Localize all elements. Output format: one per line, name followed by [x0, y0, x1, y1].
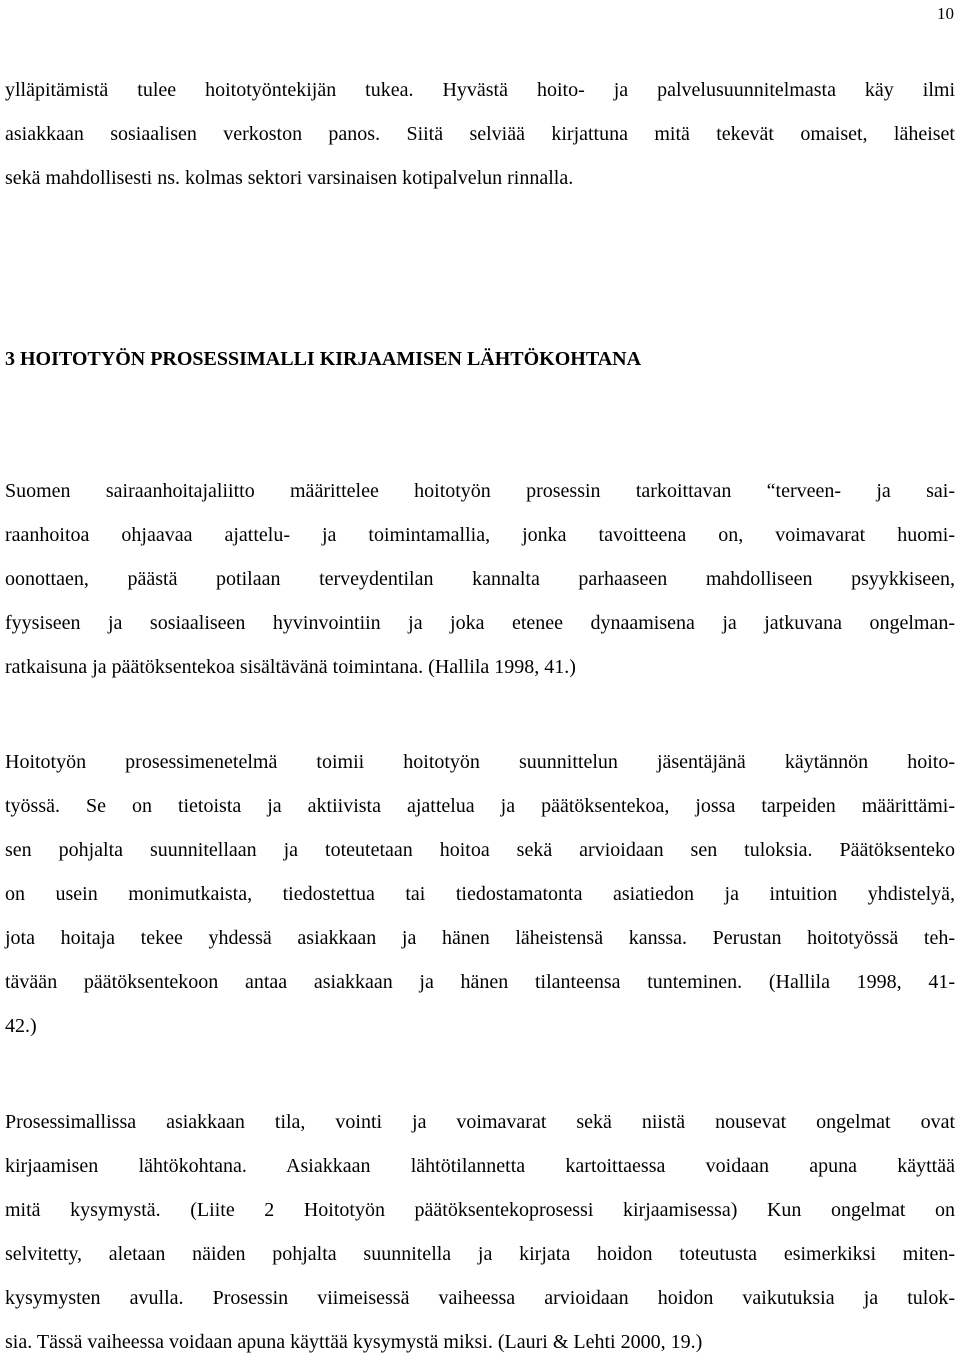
text-line: asiakkaan sosiaalisen verkoston panos. Siitä selviää kirjattuna mitä tekevät omaiset, läheiset	[5, 123, 955, 145]
text-line: kysymysten avulla. Prosessin viimeisessä vaiheessa arvioidaan hoidon vaikutuksia ja tulok-	[5, 1287, 955, 1309]
model-paragraph	[5, 1100, 955, 1364]
method-paragraph	[5, 740, 955, 1048]
intro-paragraph	[5, 68, 955, 200]
page-number: 10	[937, 4, 954, 23]
text-line: Prosessimallissa asiakkaan tila, vointi ja voimavarat sekä niistä nousevat ongelmat ovat	[5, 1111, 955, 1133]
text-line: sekä mahdollisesti ns. kolmas sektori varsinaisen kotipalvelun rinnalla.	[5, 167, 574, 189]
text-line: työssä. Se on tietoista ja aktiivista ajattelua ja päätöksentekoa, jossa tarpeiden määrittämi-	[5, 795, 955, 817]
definition-paragraph	[5, 469, 955, 689]
text-line: sen pohjalta suunnitellaan ja toteutetaan hoitoa sekä arvioidaan sen tuloksia. Päätöksenteko	[5, 839, 955, 861]
text-line: oonottaen, päästä potilaan terveydentilan kannalta parhaaseen mahdolliseen psyykkiseen,	[5, 568, 955, 590]
text-line: Hoitotyön prosessimenetelmä toimii hoitotyön suunnittelun jäsentäjänä käytännön hoito-	[5, 751, 955, 773]
text-line: raanhoitoa ohjaavaa ajattelu- ja toimintamallia, jonka tavoitteena on, voimavarat huomi-	[5, 524, 955, 546]
text-line: jota hoitaja tekee yhdessä asiakkaan ja hänen läheistensä kanssa. Perustan hoitotyössä teh-	[5, 927, 955, 949]
text-line: tävään päätöksentekoon antaa asiakkaan ja hänen tilanteensa tunteminen. (Hallila 1998, 41-	[5, 971, 955, 993]
text-line: ratkaisuna ja päätöksentekoa sisältävänä toimintana. (Hallila 1998, 41.)	[5, 656, 576, 678]
section-heading: 3 HOITOTYÖN PROSESSIMALLI KIRJAAMISEN LÄHTÖKOHTANA	[5, 348, 642, 370]
text-line: ylläpitämistä tulee hoitotyöntekijän tukea. Hyvästä hoito- ja palvelusuunnitelmasta käy ilmi	[5, 79, 955, 101]
text-line: kirjaamisen lähtökohtana. Asiakkaan lähtötilannetta kartoittaessa voidaan apuna käyttää	[5, 1155, 955, 1177]
text-line: 42.)	[5, 1015, 37, 1037]
text-line: fyysiseen ja sosiaaliseen hyvinvointiin ja joka etenee dynaamisena ja jatkuvana ongelman-	[5, 612, 955, 634]
text-line: on usein monimutkaista, tiedostettua tai tiedostamatonta asiatiedon ja intuition yhdistelyä,	[5, 883, 955, 905]
text-line: mitä kysymystä. (Liite 2 Hoitotyön päätöksentekoprosessi kirjaamisessa) Kun ongelmat on	[5, 1199, 955, 1221]
text-line: Suomen sairaanhoitajaliitto määrittelee hoitotyön prosessin tarkoittavan “terveen- ja sai-	[5, 480, 955, 502]
text-line: sia. Tässä vaiheessa voidaan apuna käyttää kysymystä miksi. (Lauri & Lehti 2000, 19.)	[5, 1331, 703, 1353]
text-line: selvitetty, aletaan näiden pohjalta suunnitella ja kirjata hoidon toteutusta esimerkiksi miten-	[5, 1243, 955, 1265]
